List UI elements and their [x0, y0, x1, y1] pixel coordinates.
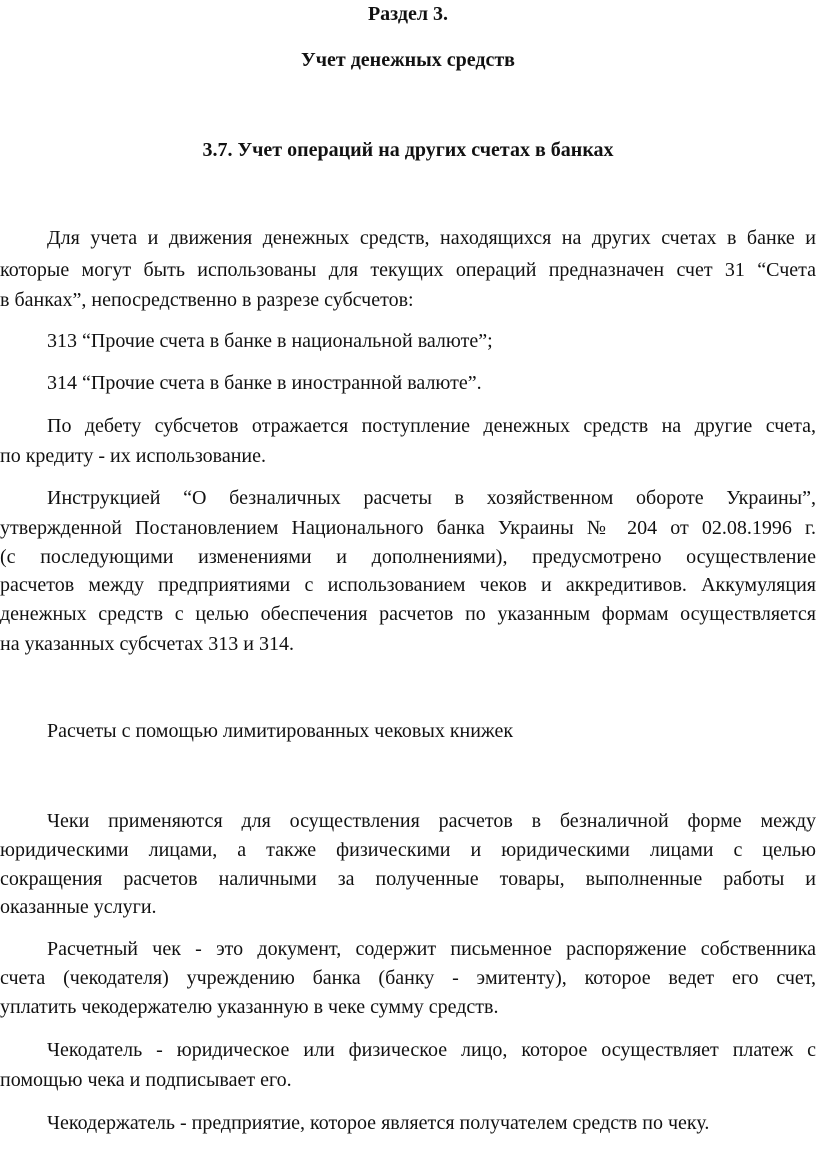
- subsection-title: 3.7. Учет операций на других счетах в банках: [202, 139, 614, 161]
- paragraph-2-line-2: по кредиту - их использование.: [0, 445, 266, 467]
- subheading-checkbooks: Расчеты с помощью лимитированных чековых книжек: [47, 720, 514, 742]
- paragraph-6-line-2: помощью чека и подписывает его.: [0, 1069, 292, 1091]
- section-number: Раздел 3.: [367, 3, 449, 25]
- paragraph-5-line-1: Расчетный чек - это документ, содержит письменное распоряжение собственника: [47, 938, 816, 960]
- subaccount-314: 314 “Прочие счета в банке в иностранной валюте”.: [47, 372, 482, 394]
- paragraph-6-line-1: Чекодатель - юридическое или физическое лицо, которое осуществляет платеж с: [47, 1039, 816, 1061]
- paragraph-1-line-3: в банках”, непосредственно в разрезе субсчетов:: [0, 289, 414, 311]
- paragraph-3-line-5: денежных средств с целью обеспечения расчетов по указанным формам осуществляется: [0, 603, 816, 625]
- subaccount-313: 313 “Прочие счета в банке в национальной валюте”;: [47, 330, 493, 352]
- paragraph-3-line-2: утвержденной Постановлением Национального банка Украины № 204 от 02.08.1996 г.: [0, 517, 816, 539]
- section-title: Учет денежных средств: [301, 49, 515, 71]
- paragraph-4-line-1: Чеки применяются для осуществления расчетов в безналичной форме между: [47, 810, 816, 832]
- paragraph-5-line-3: уплатить чекодержателю указанную в чеке сумму средств.: [0, 996, 499, 1018]
- paragraph-7-line-1: Чекодержатель - предприятие, которое является получателем средств по чеку.: [47, 1112, 710, 1134]
- paragraph-2-line-1: По дебету субсчетов отражается поступление денежных средств на другие счета,: [47, 415, 816, 437]
- paragraph-1-line-1: Для учета и движения денежных средств, находящихся на других счетах в банке и: [47, 227, 816, 249]
- paragraph-3-line-6: на указанных субсчетах 313 и 314.: [0, 633, 294, 655]
- paragraph-4-line-2: юридическими лицами, а также физическими и юридическими лицами с целью: [0, 839, 816, 861]
- paragraph-4-line-3: сокращения расчетов наличными за полученные товары, выполненные работы и: [0, 868, 816, 890]
- paragraph-3-line-1: Инструкцией “О безналичных расчеты в хозяйственном обороте Украины”,: [47, 487, 816, 509]
- paragraph-4-line-4: оказанные услуги.: [0, 896, 157, 918]
- paragraph-1-line-2: которые могут быть использованы для текущих операций предназначен счет 31 “Счета: [0, 259, 816, 281]
- paragraph-3-line-3: (с последующими изменениями и дополнениями), предусмотрено осуществление: [0, 546, 816, 568]
- paragraph-5-line-2: счета (чекодателя) учреждению банка (банку - эмитенту), которое ведет его счет,: [0, 967, 816, 989]
- paragraph-3-line-4: расчетов между предприятиями с использованием чеков и аккредитивов. Аккумуляция: [0, 574, 816, 596]
